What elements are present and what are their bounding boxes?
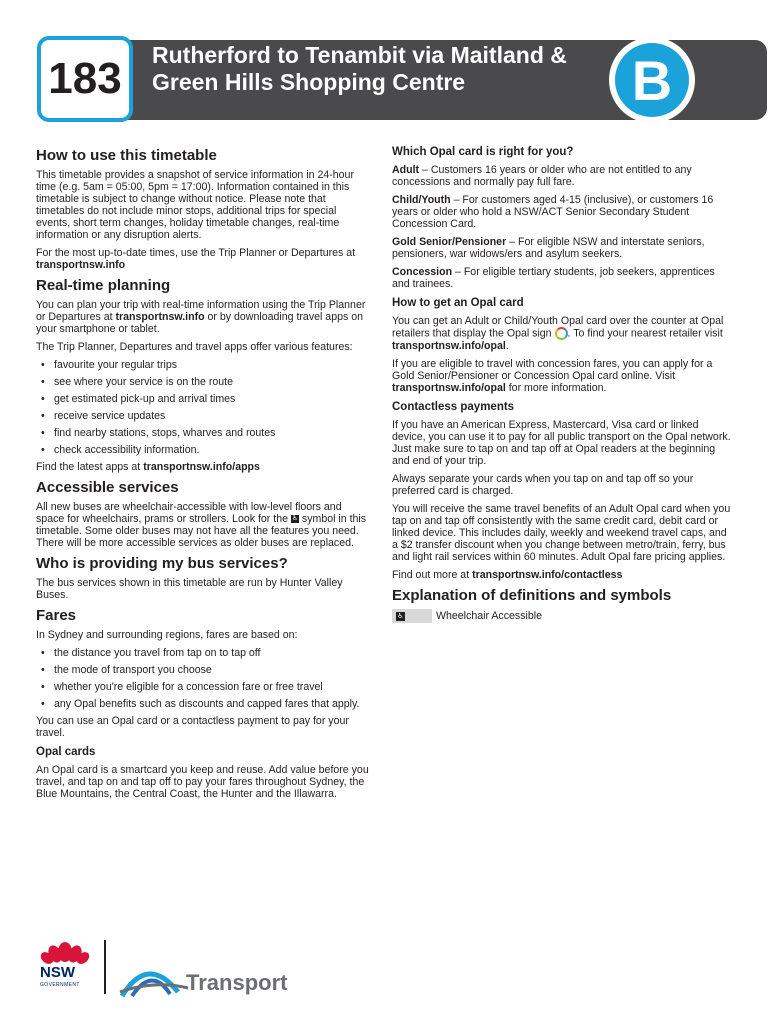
get-opal-text: You can get an Adult or Child/Youth Opal card over the counter at Opal retailers that display the Opal sign . To find your nearest retailer visit transportnsw.info/opal.	[392, 315, 724, 352]
contactless-link[interactable]: transportnsw.info/contactless	[472, 569, 623, 581]
transportnsw-link[interactable]: transportnsw.info	[115, 311, 205, 323]
opal-type-senior: Gold Senior/Pensioner – For eligible NSW and interstate seniors, pensioners, war widows/ers and asylum seekers.	[392, 236, 705, 260]
opal-type-adult: Adult – Customers 16 years or older who are not entitled to any concessions and normally pay full fare.	[392, 164, 692, 188]
right-column	[392, 142, 732, 623]
heading-definitions: Explanation of definitions and symbols	[392, 587, 672, 604]
opal-link[interactable]: transportnsw.info/opal	[392, 340, 506, 352]
list-item: • whether you're eligible for a concession fare or free travel	[54, 681, 372, 694]
heading-provider: Who is providing my bus services?	[36, 555, 288, 572]
heading-realtime: Real-time planning	[36, 277, 171, 294]
contactless-text-2: Always separate your cards when you tap on and tap off so your preferred card is charged.	[392, 473, 694, 497]
heading-get-opal: How to get an Opal card	[392, 297, 524, 309]
list-item: • the distance you travel from tap on to tap off	[54, 647, 372, 660]
list-item: • see where your service is on the route	[54, 376, 372, 389]
opal-type-concession: Concession – For eligible tertiary students, job seekers, apprentices and trainees.	[392, 266, 715, 290]
contactless-more-text: Find out more at transportnsw.info/contactless	[392, 569, 623, 581]
fares-list	[36, 647, 372, 711]
wheelchair-icon: ♿	[291, 515, 299, 523]
route-number: 183	[37, 36, 133, 122]
transportnsw-link[interactable]: transportnsw.info	[36, 259, 126, 271]
timetable-header	[37, 36, 732, 124]
logo-divider	[104, 940, 106, 994]
how-to-use-link-text: For the most up-to-date times, use the Trip Planner or Departures at transportnsw.info	[36, 247, 356, 271]
fares-payment-text: You can use an Opal card or a contactless payment to pay for your travel.	[36, 715, 349, 739]
list-item: • get estimated pick-up and arrival times	[54, 393, 372, 406]
how-to-use-text: This timetable provides a snapshot of service information in 24-hour time (e.g. 5am = 05:00, 5pm = 17:00). Information contained in this timetable is subject to change without notice. Please note that timetables do not include minor stops, additional trips for special events, short term changes, holiday timetable changes, real-time information or any disruption alerts.	[36, 169, 354, 241]
heading-which-opal: Which Opal card is right for you?	[392, 146, 574, 158]
opal-sign-icon	[555, 327, 568, 340]
route-letter-badge	[609, 37, 695, 123]
heading-how-to-use: How to use this timetable	[36, 147, 217, 164]
transport-wordmark: Transport	[186, 970, 288, 995]
footer-logos	[36, 936, 306, 1000]
list-item: • receive service updates	[54, 410, 372, 423]
opal-cards-text: An Opal card is a smartcard you keep and reuse. Add value before you travel, and tap on and tap off to pay your fares throughout Sydney, the Blue Mountains, the Central Coast, the Hunter and the Illawarra.	[36, 764, 369, 800]
list-item: • the mode of transport you choose	[54, 664, 372, 677]
list-item: • check accessibility information.	[54, 444, 372, 457]
accessible-text: All new buses are wheelchair-accessible with low-level floors and space for wheelchairs, prams or strollers. Look for the ♿ symbol in this timetable. Some older buses may not have all the features you need. There will be more accessible services as older buses are replaced.	[36, 501, 367, 549]
list-item: • any Opal benefits such as discounts and capped fares that apply.	[54, 698, 372, 711]
wheelchair-icon: ♿	[397, 613, 404, 620]
opal-link[interactable]: transportnsw.info/opal	[392, 382, 506, 394]
apps-text: Find the latest apps at transportnsw.info/apps	[36, 461, 260, 473]
nsw-government-label: GOVERNMENT	[40, 982, 80, 988]
legend-swatch	[392, 609, 432, 623]
contactless-text-3: You will receive the same travel benefits of an Adult Opal card when you tap on and tap off consistently with the same credit card, debit card or linked device. This includes daily, weekly and weekend travel caps, and a $2 transfer discount when you change between metro/train, ferry, bus and light rail services within 60 minutes. Adult Opal fare pricing applies.	[392, 503, 731, 563]
nsw-wordmark: NSW	[40, 964, 75, 981]
legend-label: Wheelchair Accessible	[436, 610, 542, 622]
route-title: Rutherford to Tenambit via Maitland & Green Hills Shopping Centre	[152, 42, 567, 95]
heading-accessible: Accessible services	[36, 479, 179, 496]
heading-opal-cards: Opal cards	[36, 746, 96, 758]
left-column	[36, 142, 372, 806]
transport-logo-icon	[118, 952, 190, 998]
legend-wheelchair	[392, 609, 732, 623]
apps-link[interactable]: transportnsw.info/apps	[143, 461, 260, 473]
realtime-text: You can plan your trip with real-time information using the Trip Planner or Departures at transportnsw.info or by downloading travel apps on your smartphone or tablet.	[36, 299, 366, 335]
contactless-text-1: If you have an American Express, Mastercard, Visa card or linked device, you can use it to pay for all public transport on the Opal network. Just make sure to tap on and tap off at Opal readers at the beginning and end of your trip.	[392, 419, 731, 467]
concession-apply-text: If you are eligible to travel with concession fares, you can apply for a Gold Senior/Pensioner or Concession Opal card online. Visit transportnsw.info/opal for more information.	[392, 358, 713, 394]
opal-type-child: Child/Youth – For customers aged 4-15 (inclusive), or customers 16 years or older who hold a NSW/ACT Senior Secondary Student Concession Card.	[392, 194, 714, 230]
list-item: • favourite your regular trips	[54, 359, 372, 372]
heading-contactless: Contactless payments	[392, 401, 515, 413]
realtime-features-intro: The Trip Planner, Departures and travel apps offer various features:	[36, 341, 353, 353]
nsw-government-logo	[36, 936, 94, 996]
provider-text: The bus services shown in this timetable are run by Hunter Valley Buses.	[36, 577, 343, 601]
list-item: • find nearby stations, stops, wharves and routes	[54, 427, 372, 440]
fares-intro: In Sydney and surrounding regions, fares are based on:	[36, 629, 298, 641]
heading-fares: Fares	[36, 607, 77, 624]
waratah-icon	[36, 936, 94, 966]
features-list	[36, 359, 372, 457]
route-letter: B	[615, 43, 689, 117]
